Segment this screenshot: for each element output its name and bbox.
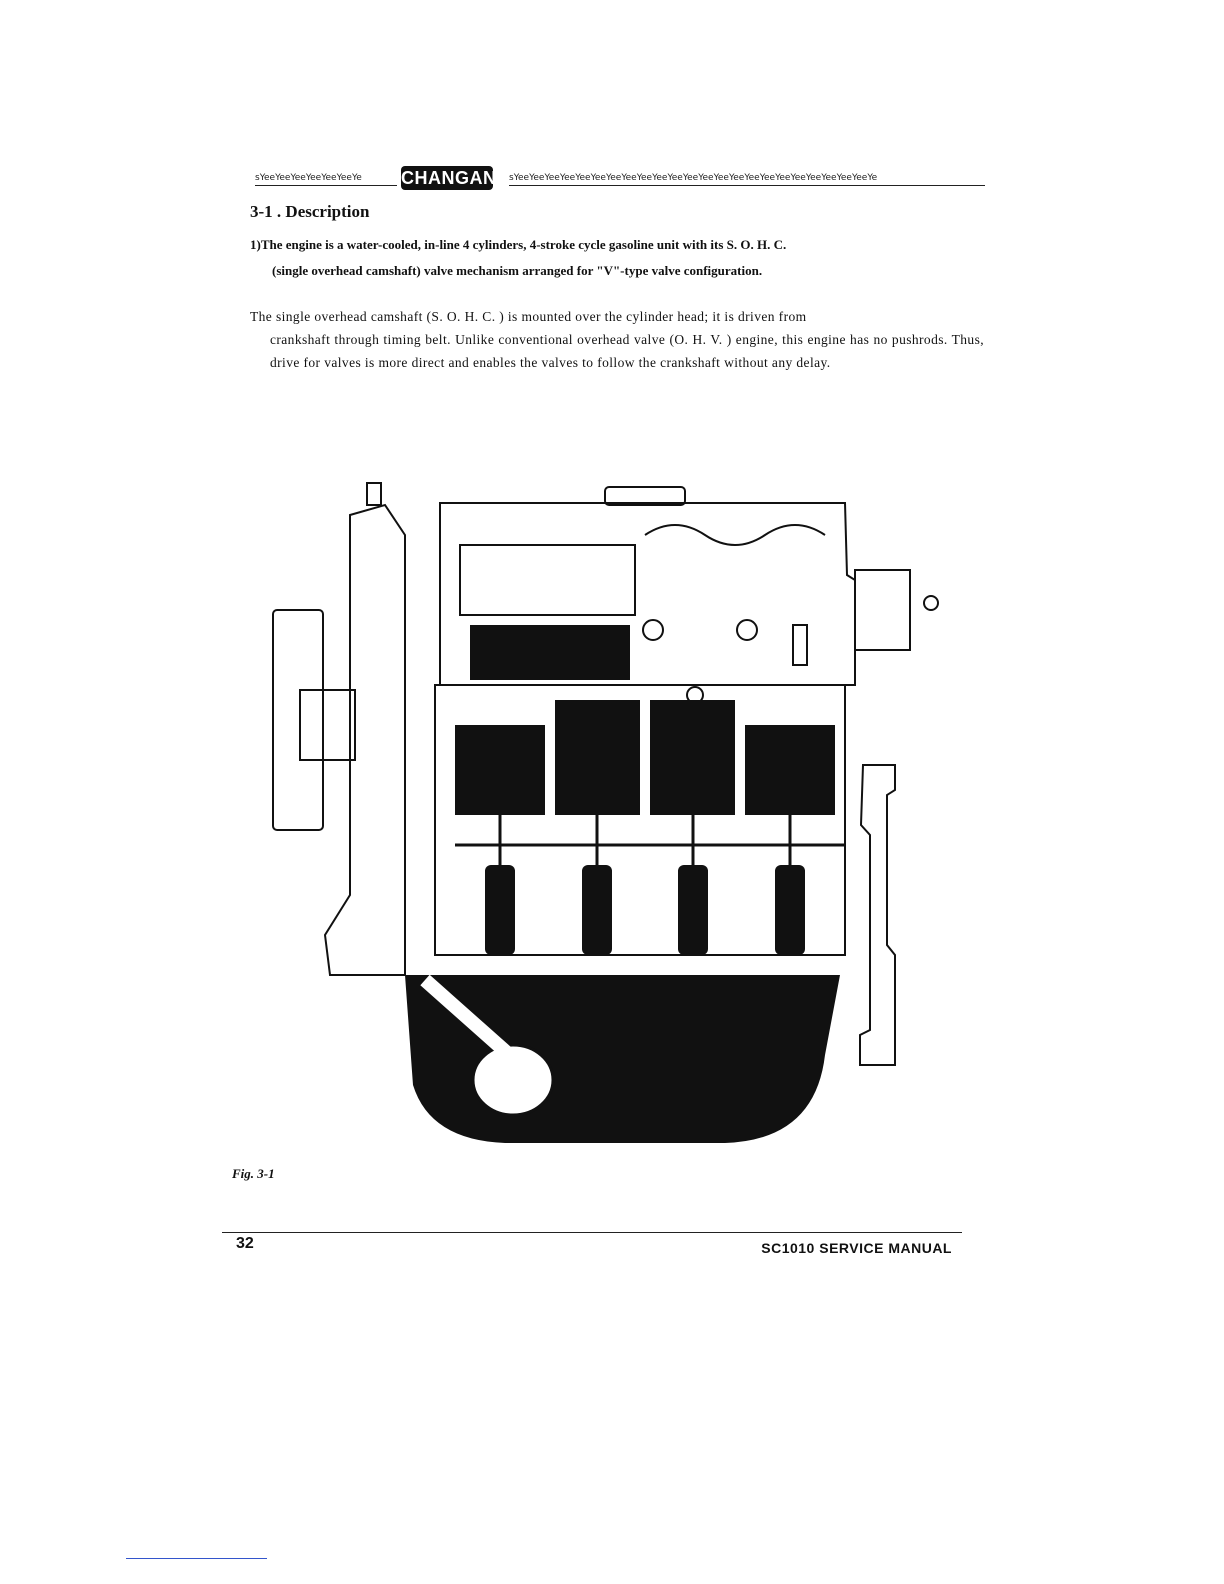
crank-throw-1 <box>485 865 515 955</box>
crank-throw-3 <box>678 865 708 955</box>
crank-throw-2 <box>582 865 612 955</box>
header-ornament-left: sYeeYeeYeeYeeYeeYeeYe <box>255 173 397 186</box>
paragraph-continuation: crankshaft through timing belt. Unlike conventional overhead valve (O. H. V. ) engine, this engine has no pushrods. Thus, drive for valves is more direct and enables the valves to follow the crankshaft without any delay. <box>270 332 984 370</box>
crank-throw-4 <box>775 865 805 955</box>
footer-rule <box>222 1232 962 1233</box>
cooling-fan <box>273 610 323 830</box>
manual-title: SC1010 SERVICE MANUAL <box>761 1240 952 1256</box>
piston-3 <box>650 700 735 815</box>
flywheel <box>860 765 895 1065</box>
section-title: 3-1 . Description <box>250 202 370 221</box>
page-header <box>255 166 985 192</box>
valve-cover-contour <box>645 525 825 545</box>
bottom-link-underline <box>126 1558 267 1559</box>
engine-cutaway-figure <box>255 475 955 1155</box>
combustion-chamber <box>470 625 630 680</box>
spark-plug <box>793 625 807 665</box>
point-1-line-1: 1)The engine is a water-cooled, in-line 4 cylinders, 4-stroke cycle gasoline unit with its S. O. H. C. <box>250 237 787 252</box>
camshaft-housing <box>460 545 635 615</box>
description-paragraph <box>250 305 984 374</box>
distributor-cap <box>924 596 938 610</box>
bolt-1 <box>643 620 663 640</box>
fan-hub <box>300 690 355 760</box>
header-ornament-right: sYeeYeeYeeYeeYeeYeeYeeYeeYeeYeeYeeYeeYeeYeeYeeYeeYeeYeeYeeYeeYeeYeeYeeYe <box>509 173 985 186</box>
paragraph-first-line: The single overhead camshaft (S. O. H. C. ) is mounted over the cylinder head; it is driven from <box>250 309 807 324</box>
point-1-line-2: (single overhead camshaft) valve mechanism arranged for "V"-type valve configuration. <box>272 263 763 278</box>
figure-caption: Fig. 3-1 <box>232 1166 275 1181</box>
piston-4 <box>745 725 835 815</box>
engine-cutaway-drawing <box>255 475 955 1155</box>
description-point-1 <box>250 232 990 284</box>
timing-cover <box>325 505 405 975</box>
bolt-2 <box>737 620 757 640</box>
oil-pan <box>405 975 840 1143</box>
piston-2 <box>555 700 640 815</box>
distributor <box>855 570 910 650</box>
changan-logo: CHANGAN <box>401 168 497 188</box>
page-number: 32 <box>236 1235 254 1252</box>
piston-1 <box>455 725 545 815</box>
cover-bolt <box>367 483 381 505</box>
